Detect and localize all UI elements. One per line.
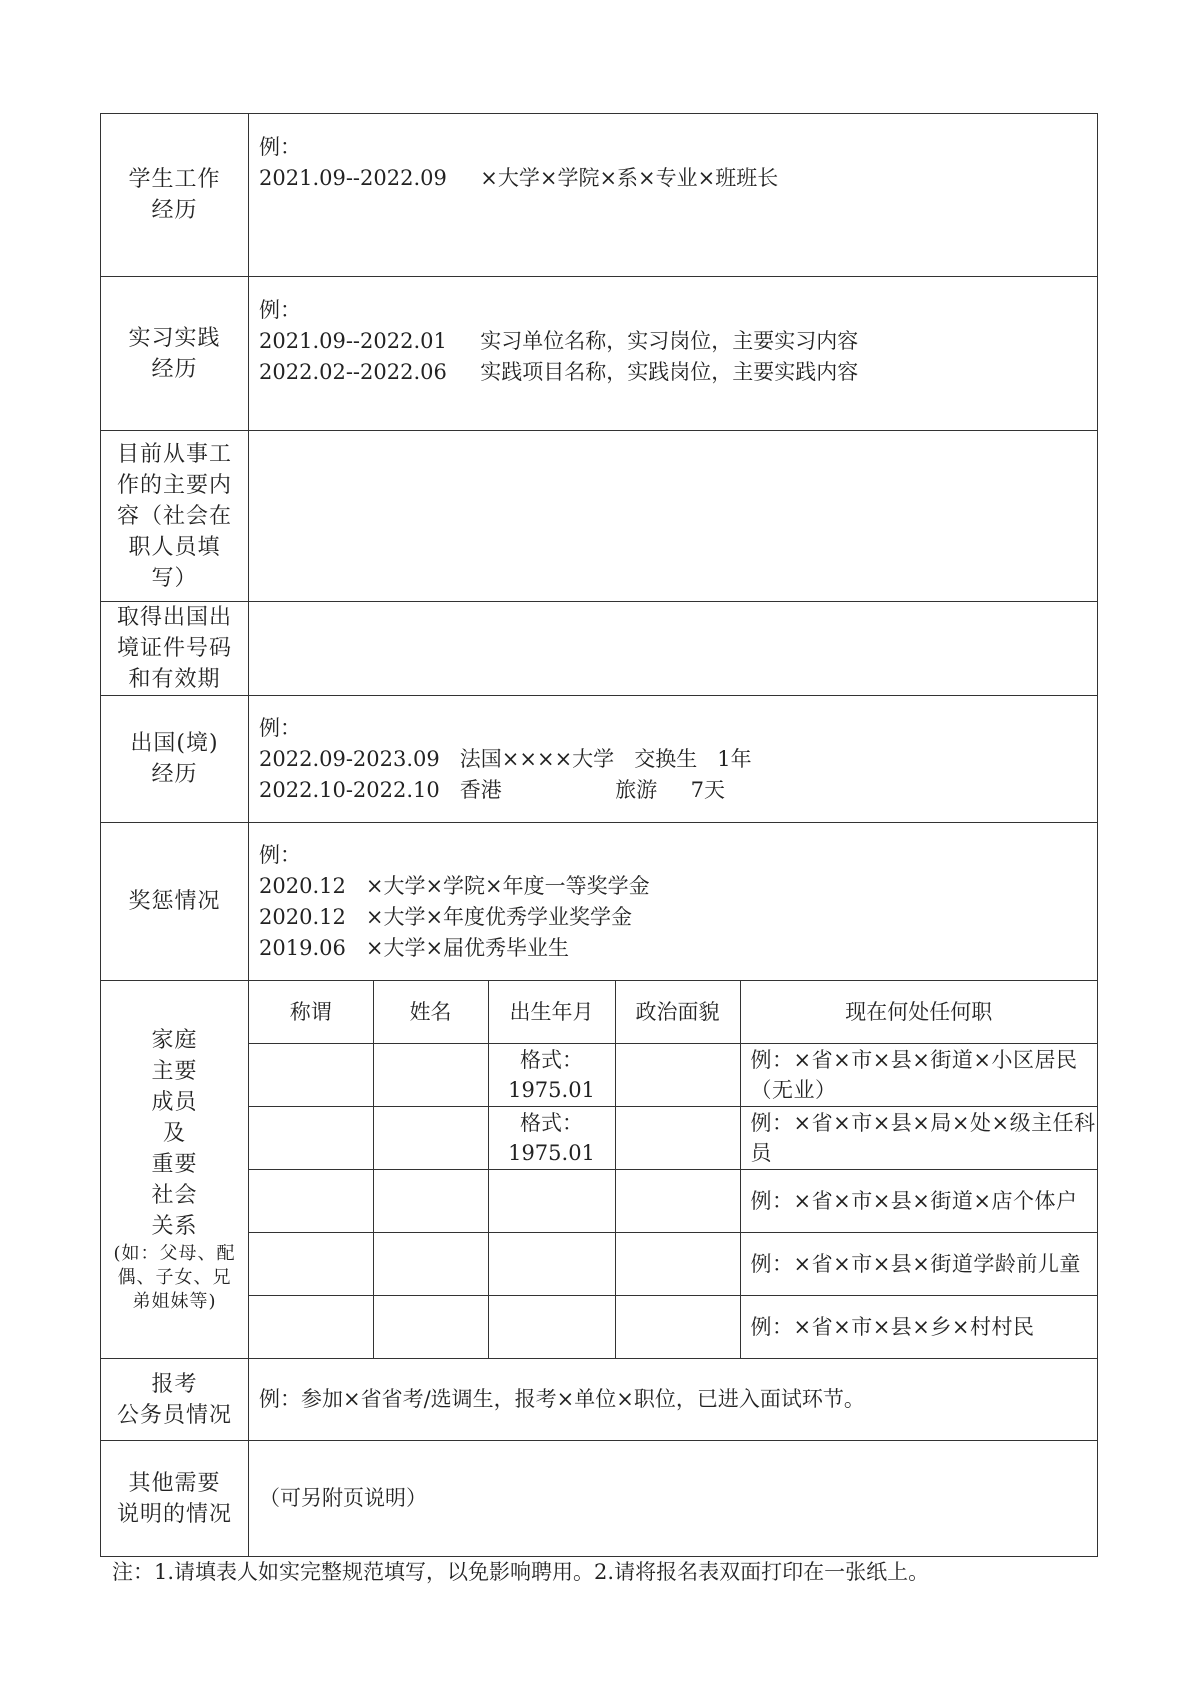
- header-political: 政治面貌: [615, 981, 740, 1043]
- abroad-label: [101, 696, 249, 823]
- example-prefix: 例：: [259, 715, 301, 740]
- political-field[interactable]: [615, 1043, 740, 1106]
- label-line: 经历: [151, 198, 198, 223]
- work-entry: 2021.09--2022.09 ×大学×学院×系×专业×班班长: [259, 166, 779, 190]
- label-line: 家庭: [151, 1028, 198, 1053]
- abroad-row: [101, 696, 1098, 823]
- header-name: 姓名: [373, 981, 488, 1043]
- relation-field[interactable]: [249, 1169, 373, 1232]
- internship-label: [101, 277, 249, 431]
- header-relation: 称谓: [249, 981, 373, 1043]
- family-members-cell: [249, 981, 1098, 1359]
- name-field[interactable]: [373, 1169, 488, 1232]
- name-field[interactable]: [373, 1295, 488, 1358]
- label-line: 作的主要内: [116, 472, 232, 498]
- label-line: 主要: [151, 1059, 198, 1084]
- example-prefix: 例：: [259, 842, 301, 867]
- job-field[interactable]: 例：×省×市×县×局×处×级主任科员: [740, 1106, 1097, 1169]
- label-line: 容（社会在: [116, 503, 232, 529]
- label-line: 社会: [151, 1183, 198, 1208]
- other-row: [101, 1441, 1098, 1557]
- table-row: [249, 1295, 1097, 1358]
- political-field[interactable]: [615, 1106, 740, 1169]
- label-line: 和有效期: [128, 667, 221, 692]
- abroad-entry: 2022.09-2023.09 法国××××大学 交换生 1年: [259, 746, 752, 771]
- civil-exam-label: [101, 1359, 249, 1441]
- example-prefix: 例：: [259, 135, 301, 159]
- label-line: 经历: [151, 762, 198, 787]
- label-line: 重要: [151, 1152, 198, 1177]
- award-entry: 2020.12 ×大学×年度优秀学业奖学金: [259, 904, 633, 929]
- table-row: [249, 1106, 1097, 1169]
- relation-field[interactable]: [249, 1232, 373, 1295]
- header-job: 现在何处任何职: [740, 981, 1097, 1043]
- label-note-line: 偶、子女、兄: [117, 1267, 232, 1288]
- label-line: 职人员填: [128, 534, 221, 560]
- name-field[interactable]: [373, 1043, 488, 1106]
- birth-field[interactable]: [488, 1169, 615, 1232]
- label-line: 公务员情况: [116, 1402, 232, 1428]
- work-experience-field[interactable]: [249, 114, 1098, 277]
- label-line: 实习实践: [128, 325, 221, 351]
- birth-field[interactable]: [488, 1295, 615, 1358]
- other-field[interactable]: （可另附页说明）: [249, 1441, 1098, 1557]
- current-job-field[interactable]: [249, 431, 1098, 602]
- relation-field[interactable]: [249, 1295, 373, 1358]
- political-field[interactable]: [615, 1232, 740, 1295]
- work-experience-label: [101, 114, 249, 277]
- label-line: 写）: [151, 565, 198, 591]
- label-line: 说明的情况: [116, 1501, 232, 1527]
- political-field[interactable]: [615, 1169, 740, 1232]
- abroad-field[interactable]: [249, 696, 1098, 823]
- job-field[interactable]: 例：×省×市×县×街道×小区居民（无业）: [740, 1043, 1097, 1106]
- job-field[interactable]: 例：×省×市×县×街道×店个体户: [740, 1169, 1097, 1232]
- footer-note: 注：1.请填表人如实完整规范填写，以免影响聘用。2.请将报名表双面打印在一张纸上。: [112, 1560, 930, 1584]
- award-entry: 2020.12 ×大学×学院×年度一等奖学金: [259, 873, 650, 898]
- label-note-line: (如：父母、配: [113, 1243, 236, 1264]
- label-line: 出国(境): [130, 731, 219, 756]
- label-line: 目前从事工: [116, 441, 232, 467]
- example-prefix: 例：: [259, 298, 301, 322]
- label-line: 关系: [151, 1214, 198, 1239]
- label-line: 学生工作: [128, 167, 221, 192]
- name-field[interactable]: [373, 1106, 488, 1169]
- civil-exam-row: [101, 1359, 1098, 1441]
- table-row: [249, 1232, 1097, 1295]
- label-line: 报考: [151, 1371, 198, 1397]
- civil-exam-field[interactable]: 例：参加×省省考/选调生，报考×单位×职位，已进入面试环节。: [249, 1359, 1098, 1441]
- label-line: 成员: [151, 1090, 198, 1115]
- family-members-table: [249, 981, 1097, 1358]
- internship-entry: 2021.09--2022.01 实习单位名称，实习岗位，主要实习内容: [259, 329, 859, 353]
- awards-label: 奖惩情况: [101, 823, 249, 981]
- political-field[interactable]: [615, 1295, 740, 1358]
- label-line: 及: [162, 1121, 186, 1146]
- internship-row: [101, 277, 1098, 431]
- header-birth: 出生年月: [488, 981, 615, 1043]
- current-job-row: [101, 431, 1098, 602]
- label-line: 境证件号码: [116, 636, 232, 661]
- current-job-label: [101, 431, 249, 602]
- table-row: [249, 1043, 1097, 1106]
- birth-field[interactable]: 格式：1975.01: [488, 1106, 615, 1169]
- label-note-line: 弟姐妹等): [132, 1291, 217, 1312]
- work-experience-row: [101, 114, 1098, 277]
- passport-label: [101, 602, 249, 696]
- job-field[interactable]: 例：×省×市×县×乡×村村民: [740, 1295, 1097, 1358]
- name-field[interactable]: [373, 1232, 488, 1295]
- passport-row: [101, 602, 1098, 696]
- birth-field[interactable]: [488, 1232, 615, 1295]
- passport-field[interactable]: [249, 602, 1098, 696]
- awards-row: [101, 823, 1098, 981]
- internship-entry: 2022.02--2022.06 实践项目名称，实践岗位，主要实践内容: [259, 360, 859, 384]
- award-entry: 2019.06 ×大学×届优秀毕业生: [259, 935, 570, 960]
- internship-field[interactable]: [249, 277, 1098, 431]
- birth-field[interactable]: 格式：1975.01: [488, 1043, 615, 1106]
- registration-form-table: [100, 113, 1098, 1557]
- abroad-entry: 2022.10-2022.10 香港 旅游 7天: [259, 777, 726, 802]
- relation-field[interactable]: [249, 1043, 373, 1106]
- label-line: 取得出国出: [116, 605, 232, 630]
- relation-field[interactable]: [249, 1106, 373, 1169]
- family-label: [101, 981, 249, 1359]
- other-label: [101, 1441, 249, 1557]
- family-row: [101, 981, 1098, 1359]
- awards-field[interactable]: [249, 823, 1098, 981]
- job-field[interactable]: 例：×省×市×县×街道学龄前儿童: [740, 1232, 1097, 1295]
- table-row: [249, 1169, 1097, 1232]
- family-header-row: [249, 981, 1097, 1043]
- label-line: 其他需要: [128, 1470, 221, 1496]
- label-line: 经历: [151, 356, 198, 382]
